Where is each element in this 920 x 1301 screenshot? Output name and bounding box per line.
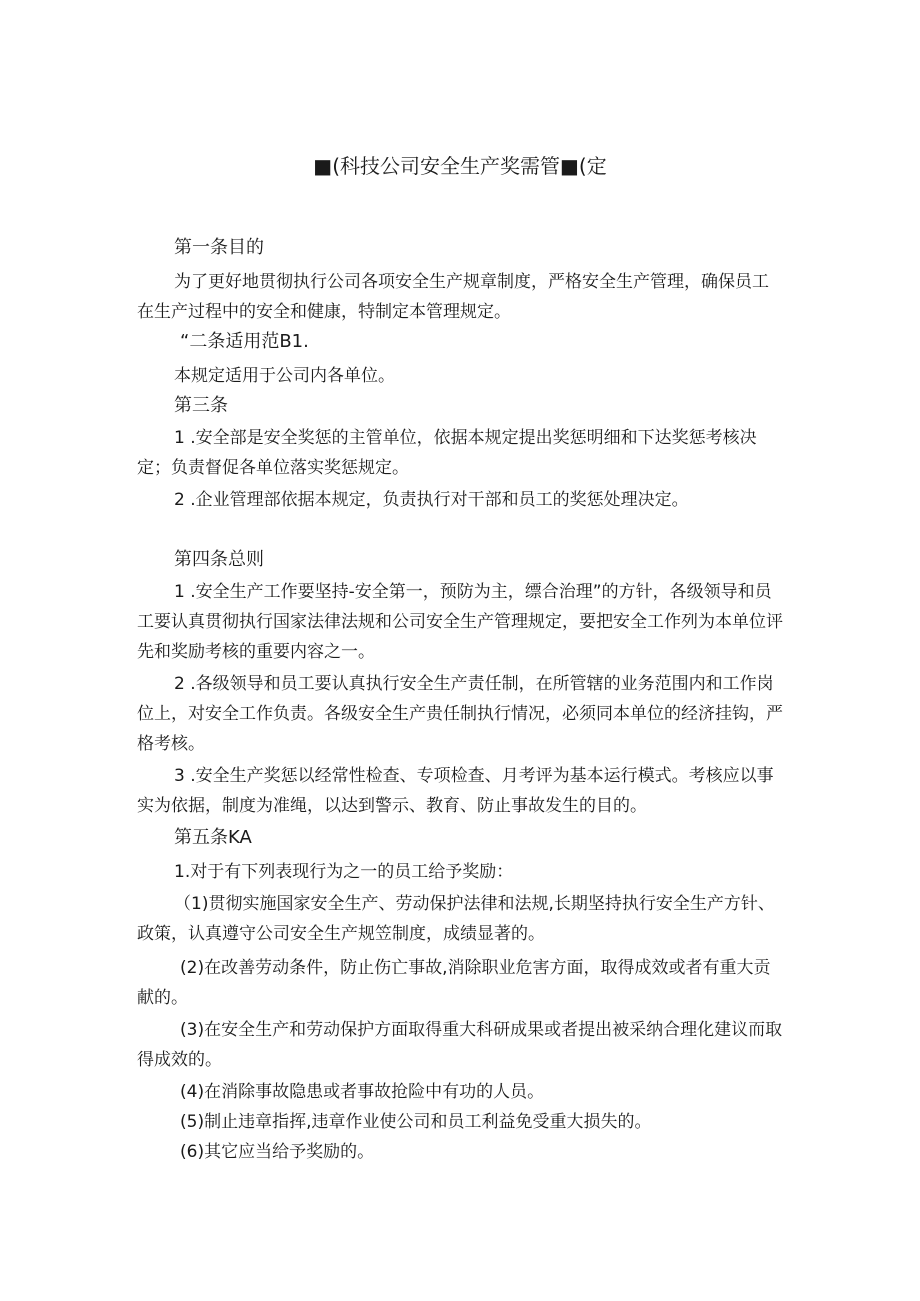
article-1-heading: 第一条目的 bbox=[174, 237, 264, 258]
paragraph-line: 在生产过程中的安全和健康，特制定本管理规定。 bbox=[137, 302, 511, 322]
paragraph-line: 本规定适用于公司内各单位。 bbox=[174, 366, 395, 386]
list-item-line: 政策，认真遵守公司安全生产规笠制度，成绩显著的。 bbox=[137, 924, 545, 944]
list-item-line: (2)在改善劳动条件，防止伤亡事故,消除职业危害方面，取得成效或者有重大贡 bbox=[180, 958, 771, 978]
paragraph-line: 实为依据，制度为准绳，以达到警示、教育、防止事故发生的目的。 bbox=[137, 796, 647, 816]
list-item-line: (5)制止违章指挥,违章作业使公司和员工利益免受重大损失的。 bbox=[180, 1112, 652, 1132]
article-3-heading: 第三条 bbox=[174, 395, 228, 416]
paragraph-line: 位上，对安全工作负责。各级安全生产贵任制执行情况，必须同本单位的经济挂钩，严 bbox=[137, 704, 783, 724]
list-item-line: 得成效的。 bbox=[137, 1050, 222, 1070]
paragraph-line: 先和奖励考核的重要内容之一。 bbox=[137, 642, 375, 662]
article-5-heading: 第五条KA bbox=[174, 827, 252, 848]
paragraph-line: 1 .安全生产工作要坚持-安全第一，预防为主，缥合治理”的方针，各级领导和员 bbox=[174, 582, 772, 602]
document-title: ■(科技公司安全生产奖需管■(定 bbox=[313, 154, 607, 178]
paragraph-line: 2 .企业管理部依据本规定，负责执行对干部和员工的奖惩处理决定。 bbox=[174, 490, 689, 510]
paragraph-line: 格考核。 bbox=[137, 734, 205, 754]
article-4-heading: 第四条总则 bbox=[174, 549, 264, 570]
list-item-line: 献的。 bbox=[137, 988, 188, 1008]
article-2-heading: “二条适用范B1. bbox=[180, 331, 309, 352]
paragraph-line: 2 .各级领导和员工要认真执行安全生产责任制，在所管辖的业务范围内和工作岗 bbox=[174, 674, 774, 694]
list-item-line: (3)在安全生产和劳动保护方面取得重大科研成果或者提出被采纳合理化建议而取 bbox=[180, 1020, 783, 1040]
paragraph-line: 为了更好地贯彻执行公司各项安全生产规章制度，严格安全生产管理，确保员工 bbox=[174, 272, 769, 292]
paragraph-line: 定；负责督促各单位落实奖惩规定。 bbox=[137, 458, 409, 478]
list-item-line: （1)贯彻实施国家安全生产、劳动保护法律和法规,长期坚持执行安全生产方针、 bbox=[174, 894, 775, 914]
paragraph-line: 3 .安全生产奖惩以经常性检查、专项检查、月考评为基本运行模式。考核应以事 bbox=[174, 766, 774, 786]
list-item-line: (6)其它应当给予奖励的。 bbox=[180, 1142, 375, 1162]
paragraph-line: 工要认真贯彻执行国家法律法规和公司安全生产管理规定，要把安全工作列为本单位评 bbox=[137, 612, 783, 632]
paragraph-line: 1.对于有下列表现行为之一的员工给予奖励： bbox=[174, 862, 514, 882]
paragraph-line: 1 .安全部是安全奖惩的主管单位，依据本规定提出奖惩明细和下达奖惩考核决 bbox=[174, 428, 757, 448]
list-item-line: (4)在消除事故隐患或者事故抢险中有功的人员。 bbox=[180, 1082, 545, 1102]
